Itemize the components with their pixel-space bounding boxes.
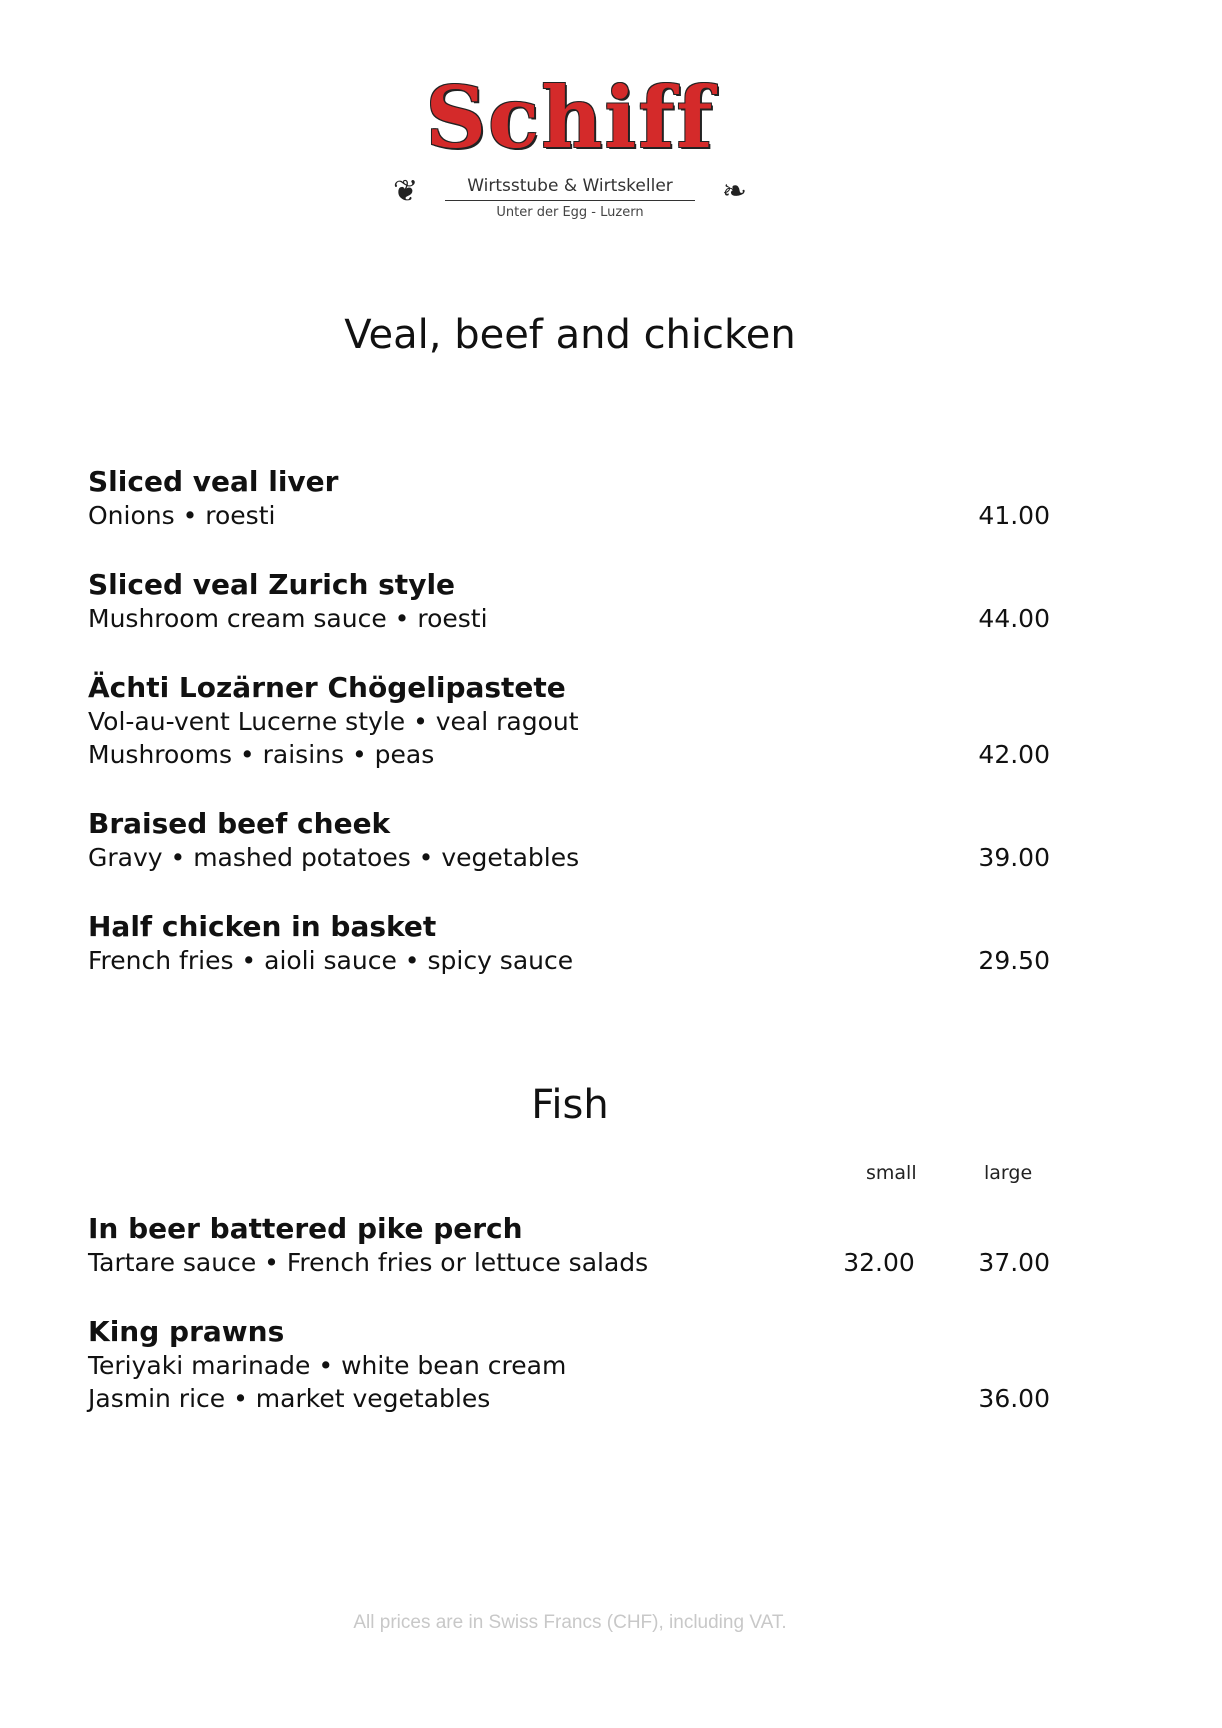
item-price: 39.00 [978,843,1050,872]
ornament-right-icon: ❧ [721,174,747,209]
size-label-small: small [866,1162,917,1184]
item-description: Teriyaki marinade • white bean cream [88,1351,567,1380]
menu-item [88,1212,1050,1279]
item-description: French fries • aioli sauce • spicy sauce [88,946,574,975]
section-title-fish: Fish [531,1082,609,1128]
item-price: 36.00 [978,1384,1050,1413]
menu-item [88,910,1050,977]
item-description: Onions • roesti [88,501,276,530]
restaurant-logo [385,68,755,228]
price-footnote: All prices are in Swiss Francs (CHF), including VAT. [353,1612,787,1633]
menu-item [88,671,1050,771]
logo-subtitle: Wirtsstube & Wirtskeller [445,176,695,201]
item-price-large: 37.00 [978,1248,1050,1277]
item-description: Mushroom cream sauce • roesti [88,604,488,633]
item-price-small: 32.00 [843,1248,915,1277]
item-price: 42.00 [978,740,1050,769]
item-name: King prawns [88,1315,285,1348]
section-title-meat: Veal, beef and chicken [344,312,796,358]
item-description: Jasmin rice • market vegetables [88,1384,491,1413]
item-name: Braised beef cheek [88,807,391,840]
logo-location: Unter der Egg - Luzern [496,205,644,220]
ornament-left-icon: ❦ [393,174,419,209]
item-price: 41.00 [978,501,1050,530]
menu-item [88,568,1050,635]
item-description: Gravy • mashed potatoes • vegetables [88,843,580,872]
item-price: 44.00 [978,604,1050,633]
item-description: Mushrooms • raisins • peas [88,740,435,769]
menu-item [88,1315,1050,1415]
item-description: Vol-au-vent Lucerne style • veal ragout [88,707,579,736]
size-label-large: large [984,1162,1033,1184]
item-name: Sliced veal liver [88,465,339,498]
item-price: 29.50 [978,946,1050,975]
item-name: Sliced veal Zurich style [88,568,456,601]
item-description: Tartare sauce • French fries or lettuce salads [88,1248,649,1277]
item-name: Half chicken in basket [88,910,437,943]
menu-item [88,465,1050,532]
item-name: In beer battered pike perch [88,1212,523,1245]
logo-wordmark: Schiff [425,68,715,167]
item-name: Ächti Lozärner Chögelipastete [88,671,566,704]
menu-item [88,807,1050,874]
